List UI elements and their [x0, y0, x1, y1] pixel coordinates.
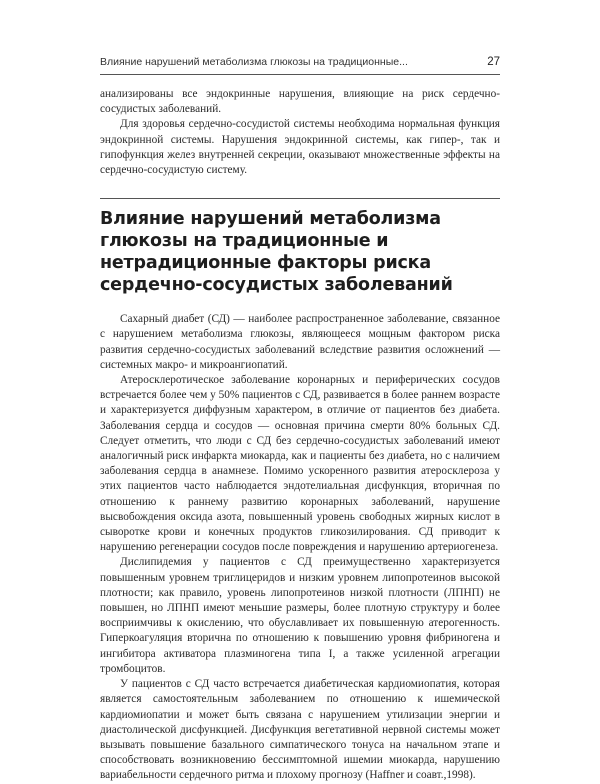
header-rule	[100, 74, 500, 75]
body-paragraph: Атеросклеротическое заболевание коронарных и периферических сосудов встречается более чем у 50% пациентов с СД, развивается в более раннем возрасте и характеризуется диффузным характером, в отличие от пациентов без диабета. Заболевания сердца и сосудов — основная причина смерти 80% больных СД. Следует отметить, что люди с СД без сердечно-сосудистых заболеваний имеют аналогичный риск инфаркта миокарда, как и пациенты без диабета, но с наличием заболевания сердца в анамнезе. Помимо ускоренного развития атеросклероза у этих пациентов часто наблюдается эндотелиальная дисфункция, вторичная по отношению к раннему развитию коронарных заболеваний, нарушение высвобождения оксида азота, повышенный уровень свободных жирных кислот в сыворотке крови и конечных продуктов гликозилирования. СД приводит к нарушению регенерации сосудов после повреждения и нарушению артериогенеза.	[100, 374, 500, 554]
running-header	[100, 56, 500, 68]
page-body	[100, 87, 500, 784]
section-heading: Влияние нарушений метаболизма глюкозы на традиционные и нетрадиционные факторы риска сердечно-сосудистых заболеваний	[100, 209, 453, 296]
intro-paragraph: анализированы все эндокринные нарушения, влияющие на риск сердечно-сосудистых заболеваний.	[100, 88, 500, 116]
body-paragraph: У пациентов с СД часто встречается диабетическая кардиомиопатия, которая является самостоятельным заболеванием по отношению к ишемической кардиомиопатии и может быть связана с нарушением утилизации энергии и диастолической дисфункцией. Дисфункция вегетативной нервной системы может вызывать повышение базального симпатического тонуса на начальном этапе и способствовать возникновению бессимптомной ишемии миокарда, нарушению вариабельности сердечного ритма и плохому прогнозу (Haffner и соавт.,1998).	[100, 678, 500, 782]
page-number: 27	[487, 56, 500, 68]
intro-paragraph: Для здоровья сердечно-сосудистой системы необходима нормальная функция эндокринной системы. Нарушения эндокринной системы, как гипер-, так и гипофункция желез внутренней секреции, оказывают множественные эффекты на сердечно-сосудистую систему.	[100, 118, 500, 177]
body-paragraph: Сахарный диабет (СД) — наиболее распространенное заболевание, связанное с нарушением метаболизма глюкозы, являющееся мощным фактором риска развития сердечно-сосудистых заболеваний вследствие развития осложнений — системных макро- и микроангиопатий.	[100, 313, 500, 371]
running-title: Влияние нарушений метаболизма глюкозы на традиционные...	[100, 56, 408, 68]
section-rule	[100, 198, 500, 199]
body-paragraph: Дислипидемия у пациентов с СД преимущественно характеризуется повышенным уровнем триглицеридов и низким уровнем липопротеинов высокой плотности; как правило, уровень липопротеинов низкой плотности (ЛПНП) не повышен, но ЛПНП имеют меньшие размеры, более плотную структуру и более восприимчивы к окислению, что обуславливает их повышенную атерогенность. Гиперкоагуляция вторична по отношению к повышению уровня фибриногена и ингибитора активатора плазминогена типа I, а также усиленной агрегации тромбоцитов.	[100, 556, 500, 675]
